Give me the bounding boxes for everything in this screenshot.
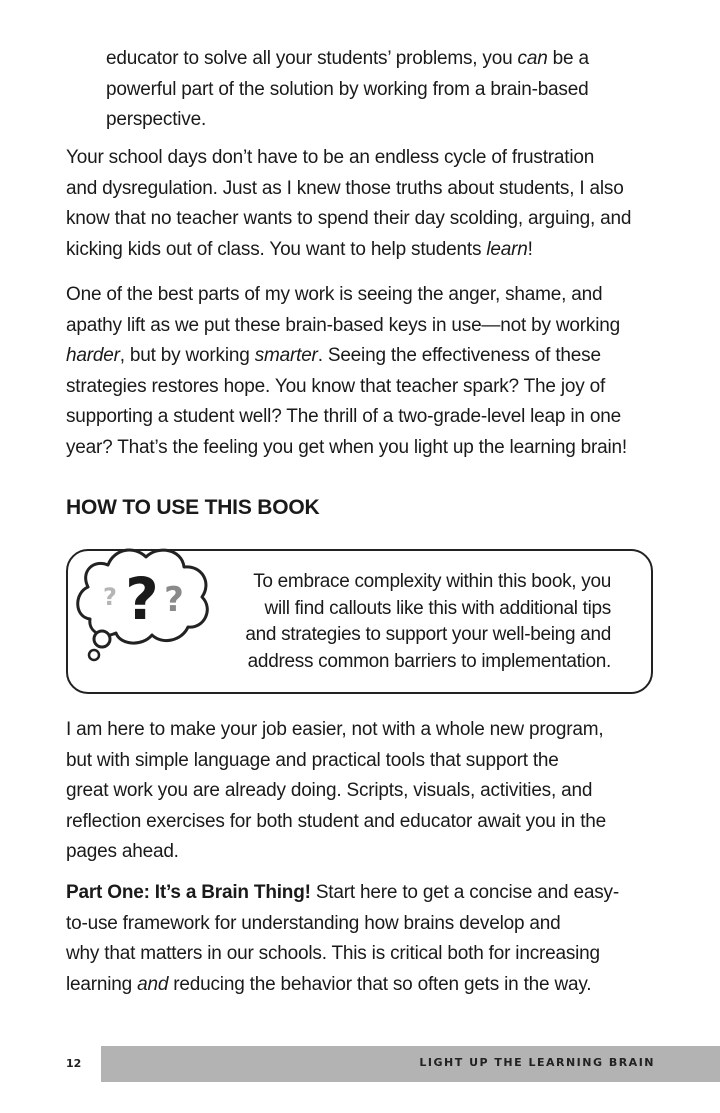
text-line: year? That’s the feeling you get when you light up the learning brain!	[66, 436, 627, 458]
text-line: pages ahead.	[66, 841, 179, 862]
text-line: I am here to make your job easier, not with a whole new program,	[66, 719, 604, 740]
thought-bubble-dot-small	[89, 650, 99, 660]
paragraph-school-days	[66, 143, 661, 265]
text-line: great work you are already doing. Scripts, visuals, activities, and	[66, 780, 593, 801]
paragraph-part-one	[66, 878, 661, 1000]
text-line: Part One: It’s a Brain Thing! Start here to get a concise and easy-	[66, 882, 619, 903]
callout-text	[131, 569, 611, 675]
paragraph-make-job-easier	[66, 715, 661, 868]
question-mark-left: ?	[103, 583, 117, 611]
running-title: LIGHT UP THE LEARNING BRAIN	[419, 1056, 655, 1069]
text-line: educator to solve all your students’ problems, you can be a	[106, 48, 589, 69]
thought-bubble-dot-large	[94, 631, 110, 647]
text-line: know that no teacher wants to spend their day scolding, arguing, and	[66, 208, 632, 229]
text-line: powerful part of the solution by working from a brain-based	[106, 78, 589, 100]
callout-line: address common barriers to implementation.	[247, 650, 611, 672]
text-line: and dysregulation. Just as I knew those truths about students, I also	[66, 177, 624, 199]
paragraph-continued	[106, 44, 666, 136]
text-line: but with simple language and practical tools that support the	[66, 749, 559, 771]
text-line: why that matters in our schools. This is critical both for increasing	[66, 943, 600, 964]
section-heading: HOW TO USE THIS BOOK	[66, 496, 320, 519]
callout-line: will find callouts like this with additional tips	[264, 597, 611, 619]
text-line: supporting a student well? The thrill of a two-grade-level leap in one	[66, 406, 621, 427]
callout-line: To embrace complexity within this book, you	[253, 571, 611, 592]
text-line: reflection exercises for both student and educator await you in the	[66, 810, 607, 832]
paragraph-best-parts	[66, 280, 661, 463]
footer-bar	[101, 1046, 720, 1082]
callout-line: and strategies to support your well-being and	[245, 624, 611, 645]
text-line: One of the best parts of my work is seeing the anger, shame, and	[66, 284, 603, 305]
question-mark-large: ?	[125, 565, 159, 633]
callout-box	[66, 549, 653, 694]
text-line: perspective.	[106, 109, 207, 130]
text-line: kicking kids out of class. You want to help students learn!	[66, 238, 533, 260]
text-line: apathy lift as we put these brain-based keys in use—not by working	[66, 314, 620, 336]
part-one-title: Part One: It’s a Brain Thing!	[66, 882, 311, 903]
text-line: Your school days don’t have to be an endless cycle of frustration	[66, 147, 595, 168]
text-line: harder, but by working smarter. Seeing the effectiveness of these	[66, 345, 601, 366]
text-line: learning and reducing the behavior that so often gets in the way.	[66, 973, 592, 995]
question-mark-right: ?	[164, 580, 184, 620]
page-number: 12	[66, 1057, 82, 1070]
text-line: strategies restores hope. You know that teacher spark? The joy of	[66, 375, 606, 397]
text-line: to-use framework for understanding how brains develop and	[66, 912, 561, 934]
